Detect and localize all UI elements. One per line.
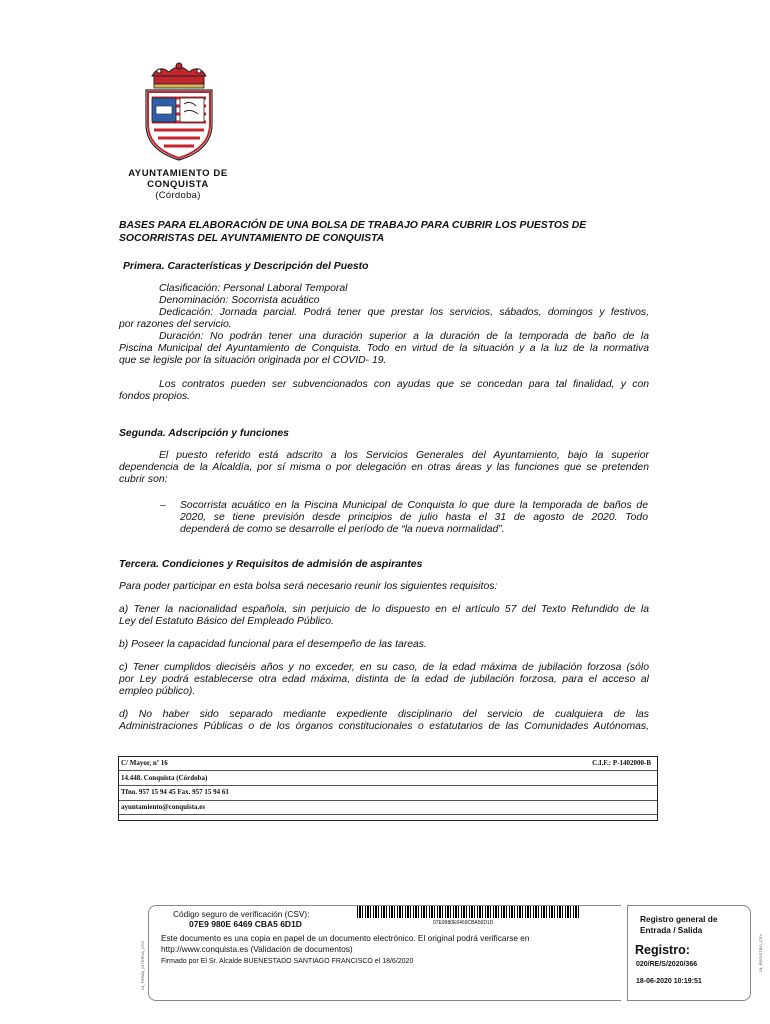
title-line-1: BASES PARA ELABORACIÓN DE UNA BOLSA DE TRABAJO PARA CUBRIR LOS PUESTOS DE bbox=[119, 220, 587, 231]
contratos-line-2: fondos propios. bbox=[119, 391, 191, 402]
requisito-c-line-2: por Ley podrá establecerse otra edad máxima, distinta de la edad de jubilación forzosa, para el acceso al bbox=[119, 674, 649, 685]
register-label: Registro: bbox=[635, 943, 690, 957]
copy-notice-line1: Este documento es una copia en papel de un documento electrónico. El original podrá verificarse en bbox=[161, 933, 530, 943]
section3-body bbox=[119, 581, 649, 733]
dedicacion-line-2: por razones del servicio. bbox=[119, 319, 232, 330]
duracion-line-2: Piscina Municipal del Ayuntamiento de Conquista. Todo en virtud de la situación y a la luz de la normativa bbox=[119, 343, 649, 354]
register-title-line2: Entrada / Salida bbox=[640, 925, 703, 935]
section3-heading: Tercera. Condiciones y Requisitos de admisión de aspirantes bbox=[119, 559, 423, 570]
footer-email[interactable]: ayuntamiento@conquista.es bbox=[121, 803, 206, 811]
requisito-a-line-1: a) Tener la nacionalidad española, sin perjuicio de lo dispuesto en el artículo 57 del Texto Refundido de la bbox=[119, 604, 649, 615]
requisito-b-line-1: b) Poseer la capacidad funcional para el desempeño de las tareas. bbox=[119, 639, 427, 650]
org-name-line2: CONQUISTA bbox=[147, 179, 209, 190]
bullet-dash: – bbox=[160, 500, 166, 511]
requisito-c-line-1: c) Tener cumplidos dieciséis años y no exceder, en su caso, de la edad máxima de jubilación forzosa (sólo bbox=[119, 662, 649, 673]
title-line-2: SOCORRISTAS DEL AYUNTAMIENTO DE CONQUISTA bbox=[119, 233, 385, 244]
adscripcion-line-3: cubrir son: bbox=[119, 474, 168, 485]
section2-body bbox=[119, 450, 649, 486]
register-title-line1: Registro general de bbox=[640, 914, 718, 924]
municipal-crest-logo bbox=[134, 62, 224, 166]
bullet-line-1: Socorrista acuático en la Piscina Municipal de Conquista lo que dure la temporada de baños de bbox=[180, 500, 648, 511]
requisito-d-line-2: Administraciones Públicas o de los órganos constitucionales o estatutarios de las Comunidades Autónomas, bbox=[119, 721, 649, 732]
org-name-line1: AYUNTAMIENTO DE bbox=[128, 168, 228, 179]
duracion-line-1: Duración: No podrán tener una duración superior a la duración de la temporada de baño de la bbox=[159, 331, 649, 342]
footer-cif: C.I.F.: P-1402000-B bbox=[592, 759, 651, 767]
register-number: 020/RE/S/2020/366 bbox=[636, 961, 698, 968]
footer-address-box bbox=[118, 756, 658, 821]
requisito-a-line-2: Ley del Estatuto Básico del Empleado Público. bbox=[119, 616, 334, 627]
side-code-right: 24_REGISTRO_CSV bbox=[758, 933, 763, 972]
register-box bbox=[627, 905, 751, 1001]
signed-by: Firmado por El Sr. Alcalde BUENESTADO SANTIAGO FRANCISCO el 18/6/2020 bbox=[161, 958, 414, 965]
dedicacion-line-1: Dedicación: Jornada parcial. Podrá tener que prestar los servicios, sábados, domingos y festivos, bbox=[159, 307, 649, 318]
barcode-text: 07E9980E6469CBA56D1D bbox=[433, 920, 494, 926]
bullet-line-2: 2020, se tiene previsión desde principios de julio hasta el 31 de agosto de 2020. Todo bbox=[180, 512, 648, 523]
requisito-d-line-1: d) No haber sido separado mediante expediente disciplinario del servicio de cualquiera de las bbox=[119, 709, 649, 720]
adscripcion-line-1: El puesto referido está adscrito a los Servicios Generales del Ayuntamiento, bajo la superior bbox=[159, 450, 649, 461]
bullet-line-3: dependerá de como se desarrolle el período de “la nueva normalidad”. bbox=[180, 524, 505, 535]
csv-code: 07E9 980E 6469 CBA5 6D1D bbox=[189, 919, 302, 929]
requisitos-intro: Para poder participar en esta bolsa será necesario reunir los siguientes requisitos: bbox=[119, 581, 498, 592]
side-code-left: 24_FIRMA_INTERNA_CSV bbox=[140, 940, 145, 990]
contratos-line-1: Los contratos pueden ser subvencionados con ayudas que se concedan para tal finalidad, y con bbox=[159, 379, 649, 390]
requisito-c-line-3: empleo público). bbox=[119, 686, 196, 697]
section1-heading: Primera. Características y Descripción del Puesto bbox=[123, 261, 369, 272]
footer-address: C/ Mayor, nº 16 bbox=[121, 759, 168, 767]
denominacion-line: Denominación: Socorrista acuático bbox=[159, 295, 320, 306]
bullet-item bbox=[160, 500, 648, 536]
csv-label: Código seguro de verificación (CSV): bbox=[173, 909, 310, 919]
section1-body bbox=[119, 283, 649, 403]
barcode-image bbox=[357, 906, 579, 918]
copy-notice-line2[interactable]: http://www.conquista.es (Validación de documentos) bbox=[161, 944, 353, 954]
csv-verification-box bbox=[148, 905, 621, 1001]
clasificacion-line: Clasificación: Personal Laboral Temporal bbox=[159, 283, 348, 294]
register-datetime: 18-06-2020 10:19:51 bbox=[636, 978, 702, 985]
org-province: (Córdoba) bbox=[155, 190, 201, 201]
footer-phone: Tfno. 957 15 94 45 Fax. 957 15 94 61 bbox=[121, 788, 229, 796]
duracion-line-3: que se legisle por la situación originada por el COVID- 19. bbox=[119, 355, 387, 366]
document-title bbox=[119, 219, 659, 245]
adscripcion-line-2: dependencia de la Alcaldía, por sí misma o por delegación en otras áreas y las funciones que se pretenden bbox=[119, 462, 649, 473]
section2-heading: Segunda. Adscripción y funciones bbox=[119, 428, 289, 439]
footer-city: 14.448. Conquista (Córdoba) bbox=[121, 774, 208, 782]
